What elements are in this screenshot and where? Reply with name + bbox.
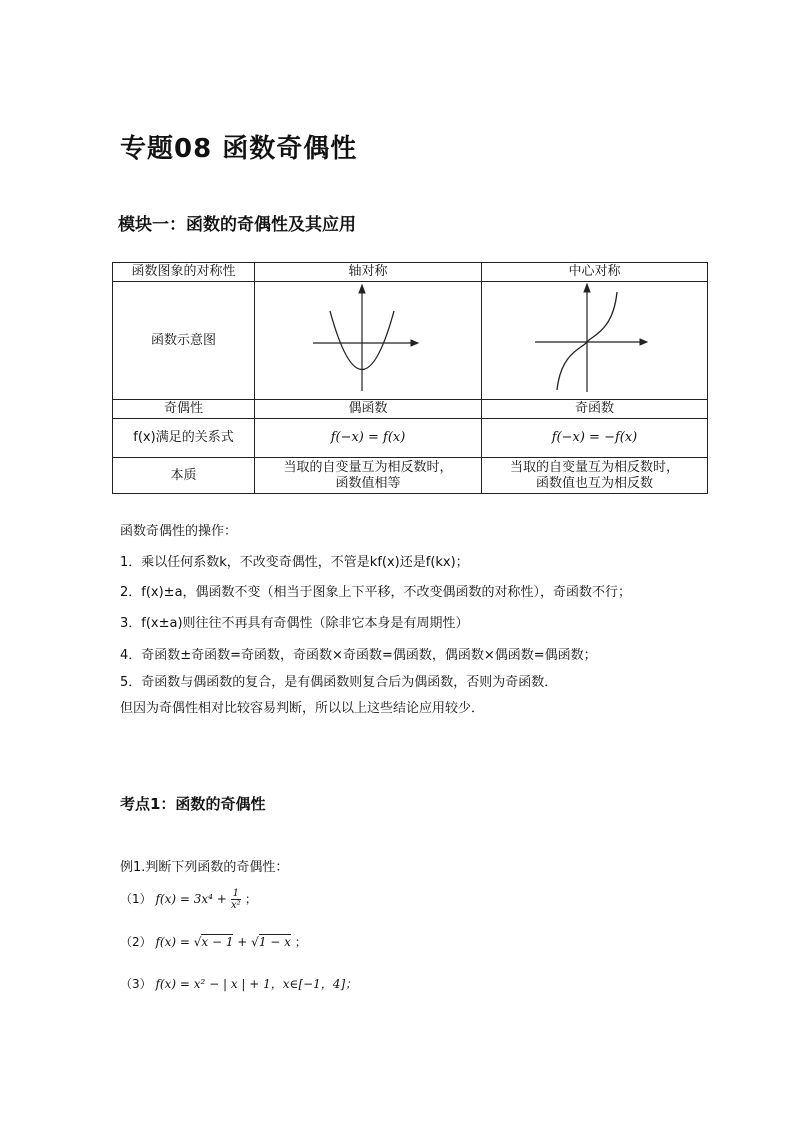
- item-tail: ；: [244, 892, 257, 906]
- example-item-1: [120, 888, 257, 911]
- plus-sign: +: [233, 935, 252, 949]
- odd-essence: [482, 458, 708, 494]
- odd-label: 奇函数: [482, 400, 708, 419]
- page-title: 专题08 函数奇偶性: [120, 134, 358, 164]
- even-graph-cell: [255, 282, 482, 400]
- item-number: （2）: [120, 935, 152, 949]
- item-expression: f(x) = 3x⁴ +: [155, 892, 231, 906]
- odd-essence-line1: 当取的自变量互为相反数时，: [509, 459, 679, 475]
- sqrt-radicand: 1 − x: [258, 935, 291, 949]
- even-essence-line2: 函数值相等: [335, 475, 401, 491]
- graph-row-label: 函数示意图: [113, 282, 255, 400]
- operation-item: 4．奇函数±奇函数=奇函数，奇函数×奇函数=偶函数，偶函数×偶函数=偶函数；: [120, 648, 597, 663]
- example-item-2: [120, 933, 307, 950]
- y-axis-arrow: [584, 284, 590, 292]
- operation-item: 2．f(x)±a，偶函数不变（相当于图象上下平移，不改变偶函数的对称性），奇函数不行；: [120, 585, 632, 600]
- even-function-graph: [308, 283, 428, 393]
- sqrt-sign: √: [193, 935, 202, 949]
- operations-note: 但因为奇偶性相对比较容易判断，所以以上这些结论应用较少．: [120, 701, 485, 716]
- example-title: 例1.判断下列函数的奇偶性：: [120, 860, 289, 875]
- operation-item: 3．f(x±a)则往往不再具有奇偶性（除非它本身是有周期性）: [120, 616, 469, 631]
- odd-function-graph: [535, 282, 655, 394]
- operation-item: 1．乘以任何系数k，不改变奇偶性，不管是kf(x)还是f(kx)；: [120, 555, 469, 570]
- table-header-cell: 轴对称: [255, 263, 482, 282]
- fraction-denominator: x²: [230, 900, 241, 911]
- even-relation: f(−x) = f(x): [255, 419, 482, 458]
- table-header-cell: 函数图象的对称性: [113, 263, 255, 282]
- operation-item: 5．奇函数与偶函数的复合，是有偶函数则复合后为偶函数，否则为奇函数．: [120, 675, 558, 690]
- x-axis-arrow: [640, 339, 647, 345]
- odd-relation: f(−x) = −f(x): [482, 419, 708, 458]
- even-essence: [255, 458, 482, 494]
- item-expression: f(x) =: [155, 935, 194, 949]
- parity-table: [112, 262, 708, 494]
- fraction-numerator: 1: [232, 888, 239, 899]
- parity-label: 奇偶性: [113, 400, 255, 419]
- example-item-3: [120, 975, 357, 992]
- item-expression: f(x) = x² − | x | + 1，x∈[−1，4]；: [155, 977, 358, 991]
- odd-graph-cell: [482, 282, 708, 400]
- operations-heading: 函数奇偶性的操作：: [120, 524, 238, 539]
- fraction: [231, 888, 241, 911]
- kaodian-heading: 考点1：函数的奇偶性: [120, 795, 266, 813]
- sqrt-radicand: x − 1: [201, 935, 234, 949]
- essence-label: 本质: [113, 458, 255, 494]
- sqrt-sign: √: [251, 935, 259, 949]
- item-tail: ；: [294, 935, 307, 949]
- x-axis-arrow: [411, 340, 418, 346]
- item-number: （3）: [120, 977, 152, 991]
- y-axis-arrow: [359, 285, 365, 293]
- odd-essence-line2: 函数值也互为相反数: [535, 475, 653, 491]
- item-number: （1）: [120, 892, 152, 906]
- relation-label: f(x)满足的关系式: [113, 419, 255, 458]
- module-heading: 模块一：函数的奇偶性及其应用: [118, 215, 356, 235]
- even-label: 偶函数: [255, 400, 482, 419]
- even-essence-line1: 当取的自变量互为相反数时，: [283, 459, 453, 475]
- table-header-cell: 中心对称: [482, 263, 708, 282]
